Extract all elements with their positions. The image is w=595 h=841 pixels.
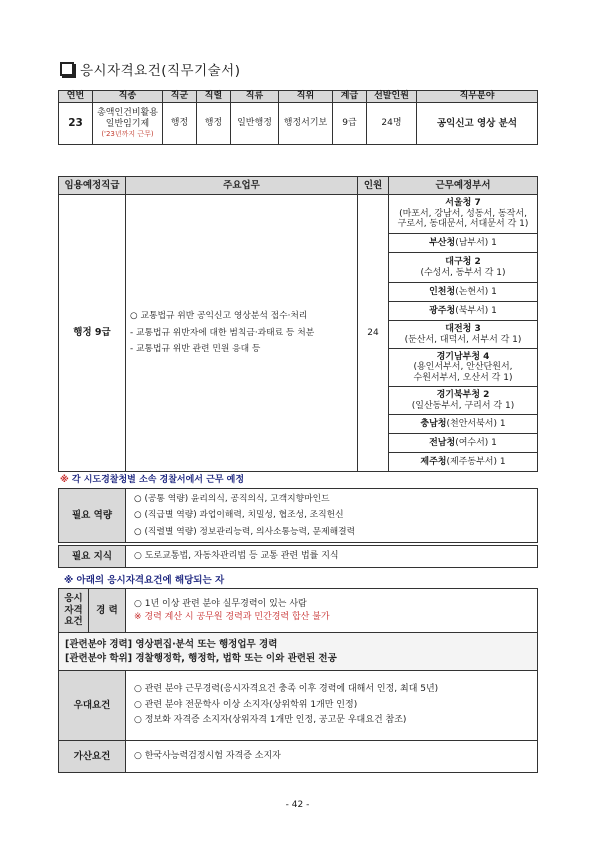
office-name: 부산청 [429, 237, 456, 248]
cell-jikjong [93, 102, 163, 144]
eligibility-table [58, 588, 538, 773]
career-content [126, 589, 538, 633]
office-name: 대전청 3 [445, 324, 481, 335]
office-item [389, 253, 538, 283]
office-detail: (제주동부서) 1 [446, 456, 506, 467]
office-name: 광주청 [429, 305, 456, 316]
office-item [389, 283, 538, 302]
office-detail: (용인서부서, 안산단원서, [413, 362, 513, 373]
career-note: ※ 경력 계산 시 공무원 경력과 민간경력 합산 불가 [134, 611, 330, 622]
section-title [60, 60, 240, 78]
office-name: 경기남부청 4 [436, 351, 490, 362]
header-headcount: 인원 [358, 177, 389, 195]
office-item [389, 234, 538, 253]
cell-field: 공익신고 영상 분석 [417, 102, 538, 144]
office-detail: 수원서부서, 오산서 각 1) [413, 372, 513, 383]
competency-line: ○ (직렬별 역량) 정보관리능력, 의사소통능력, 문제해결력 [134, 526, 356, 537]
knowledge-content: ○ 도로교통법, 자동차관리법 등 교통 관련 법률 지식 [126, 546, 538, 568]
section-title-text: 응시자격요건(직무기술서) [80, 63, 241, 79]
eligibility-note: ※ 아래의 응시자격요건에 해당되는 자 [64, 575, 225, 586]
header-rank: 임용예정직급 [59, 177, 126, 195]
office-name: 전남청 [429, 437, 456, 448]
header-count: 선발인원 [367, 91, 417, 103]
related-career: [관련분야 경력] 영상편집·분석 또는 행정업무 경력 [65, 638, 278, 650]
cell-jikryeol: 행정 [197, 102, 231, 144]
office-name: 대구청 2 [445, 257, 481, 268]
cell-count: 24명 [367, 102, 417, 144]
jikjong-note: ('23년까지 근무) [101, 129, 154, 138]
duty-line: - 교통법규 위반 관련 민원 응대 등 [130, 344, 261, 355]
position-table [58, 90, 538, 145]
duty-line: - 교통법규 위반자에 대한 범칙금·과태료 등 처분 [130, 327, 315, 338]
office-item [389, 453, 538, 472]
office-name: 서울청 7 [445, 198, 481, 209]
group-label-line: 요건 [64, 616, 83, 628]
office-item [389, 434, 538, 453]
preference-label: 우대요건 [59, 671, 126, 741]
preference-content [126, 671, 538, 741]
cell-grade: 9급 [333, 102, 367, 144]
related-field [59, 633, 538, 671]
work-location-note [60, 472, 244, 485]
career-label: 경 력 [89, 589, 126, 633]
checkbox-icon [60, 62, 74, 76]
office-detail: (논현서) 1 [455, 286, 497, 297]
office-detail: 구로서, 동대문서, 서대문서 각 1) [397, 219, 529, 230]
jikjong-line1: 총액인건비활용 [97, 108, 158, 119]
header-grade: 계급 [333, 91, 367, 103]
competency-label: 필요 역량 [59, 489, 126, 543]
cell-headcount: 24 [358, 195, 389, 472]
header-jikjong: 직종 [93, 91, 163, 103]
office-name: 충남청 [420, 418, 447, 429]
competency-line: ○ (직급별 역량) 과업이해력, 치밀성, 협조성, 조직헌신 [134, 510, 344, 521]
office-detail: (천안서북서) 1 [446, 418, 506, 429]
office-item [389, 349, 538, 387]
preference-line: ○ 정보화 자격증 소지자(상위자격 1개만 인정, 공고문 우대요건 참조) [134, 715, 407, 726]
office-detail: (여수서) 1 [455, 437, 497, 448]
office-name: 인천청 [429, 286, 456, 297]
note-text: 각 시도경찰청별 소속 경찰서에서 근무 예정 [68, 475, 245, 485]
office-detail: (남부서) 1 [455, 237, 497, 248]
office-item [389, 387, 538, 415]
cell-jikgun: 행정 [163, 102, 197, 144]
office-item [389, 321, 538, 349]
cell-rank: 행정 9급 [59, 195, 126, 472]
office-item [389, 415, 538, 434]
office-item [389, 302, 538, 321]
duties-table [58, 176, 538, 472]
office-detail: (북부서) 1 [455, 305, 497, 316]
duty-line: ○ 교통법규 위반 공익신고 영상분석 접수·처리 [130, 311, 308, 322]
office-name: 제주청 [420, 456, 447, 467]
header-duties: 주요업무 [126, 177, 358, 195]
header-field: 직무분야 [417, 91, 538, 103]
knowledge-label: 필요 지식 [59, 546, 126, 568]
cell-jikwi: 행정서기보 [279, 102, 333, 144]
office-detail: (일산동부서, 구리서 각 1) [411, 400, 515, 411]
jikjong-line2: 일반임기제 [105, 119, 150, 130]
header-num: 연번 [59, 91, 93, 103]
group-label-line: 응시 [64, 592, 83, 604]
office-name: 경기북부청 2 [436, 390, 490, 401]
cell-jikryu: 일반행정 [231, 102, 279, 144]
office-item [389, 195, 538, 234]
header-jikgun: 직군 [163, 91, 197, 103]
career-line: ○ 1년 이상 관련 분야 실무경력이 있는 사람 [134, 598, 307, 609]
group-label-line: 자격 [64, 604, 83, 616]
cell-num: 23 [59, 102, 93, 144]
page-number: - 42 - [285, 800, 310, 810]
office-detail: (마포서, 강남서, 성동서, 동작서, [399, 208, 527, 219]
office-detail: (둔산서, 대덕서, 서부서 각 1) [404, 334, 522, 345]
header-jikryu: 직류 [231, 91, 279, 103]
note-mark: ※ [60, 475, 69, 485]
competency-line: ○ (공통 역량) 윤리의식, 공직의식, 고객지향마인드 [134, 494, 330, 505]
preference-line: ○ 관련 분야 전문학사 이상 소지자(상위학위 1개만 인정) [134, 699, 358, 710]
bonus-content: ○ 한국사능력검정시험 자격증 소지자 [126, 741, 538, 773]
knowledge-table [58, 545, 538, 568]
eligibility-group-label [59, 589, 89, 633]
competency-table [58, 488, 538, 543]
header-jikryeol: 직렬 [197, 91, 231, 103]
competency-content [126, 489, 538, 543]
office-detail: (수성서, 동부서 각 1) [420, 267, 506, 278]
related-degree: [관련분야 학위] 경찰행정학, 행정학, 법학 또는 이와 관련된 전공 [65, 653, 337, 664]
header-jikwi: 직위 [279, 91, 333, 103]
header-offices: 근무예정부서 [389, 177, 538, 195]
cell-duties [126, 195, 358, 472]
bonus-label: 가산요건 [59, 741, 126, 773]
preference-line: ○ 관련 분야 근무경력(응시자격요건 충족 이후 경력에 대해서 인정, 최대 5년) [134, 683, 439, 694]
